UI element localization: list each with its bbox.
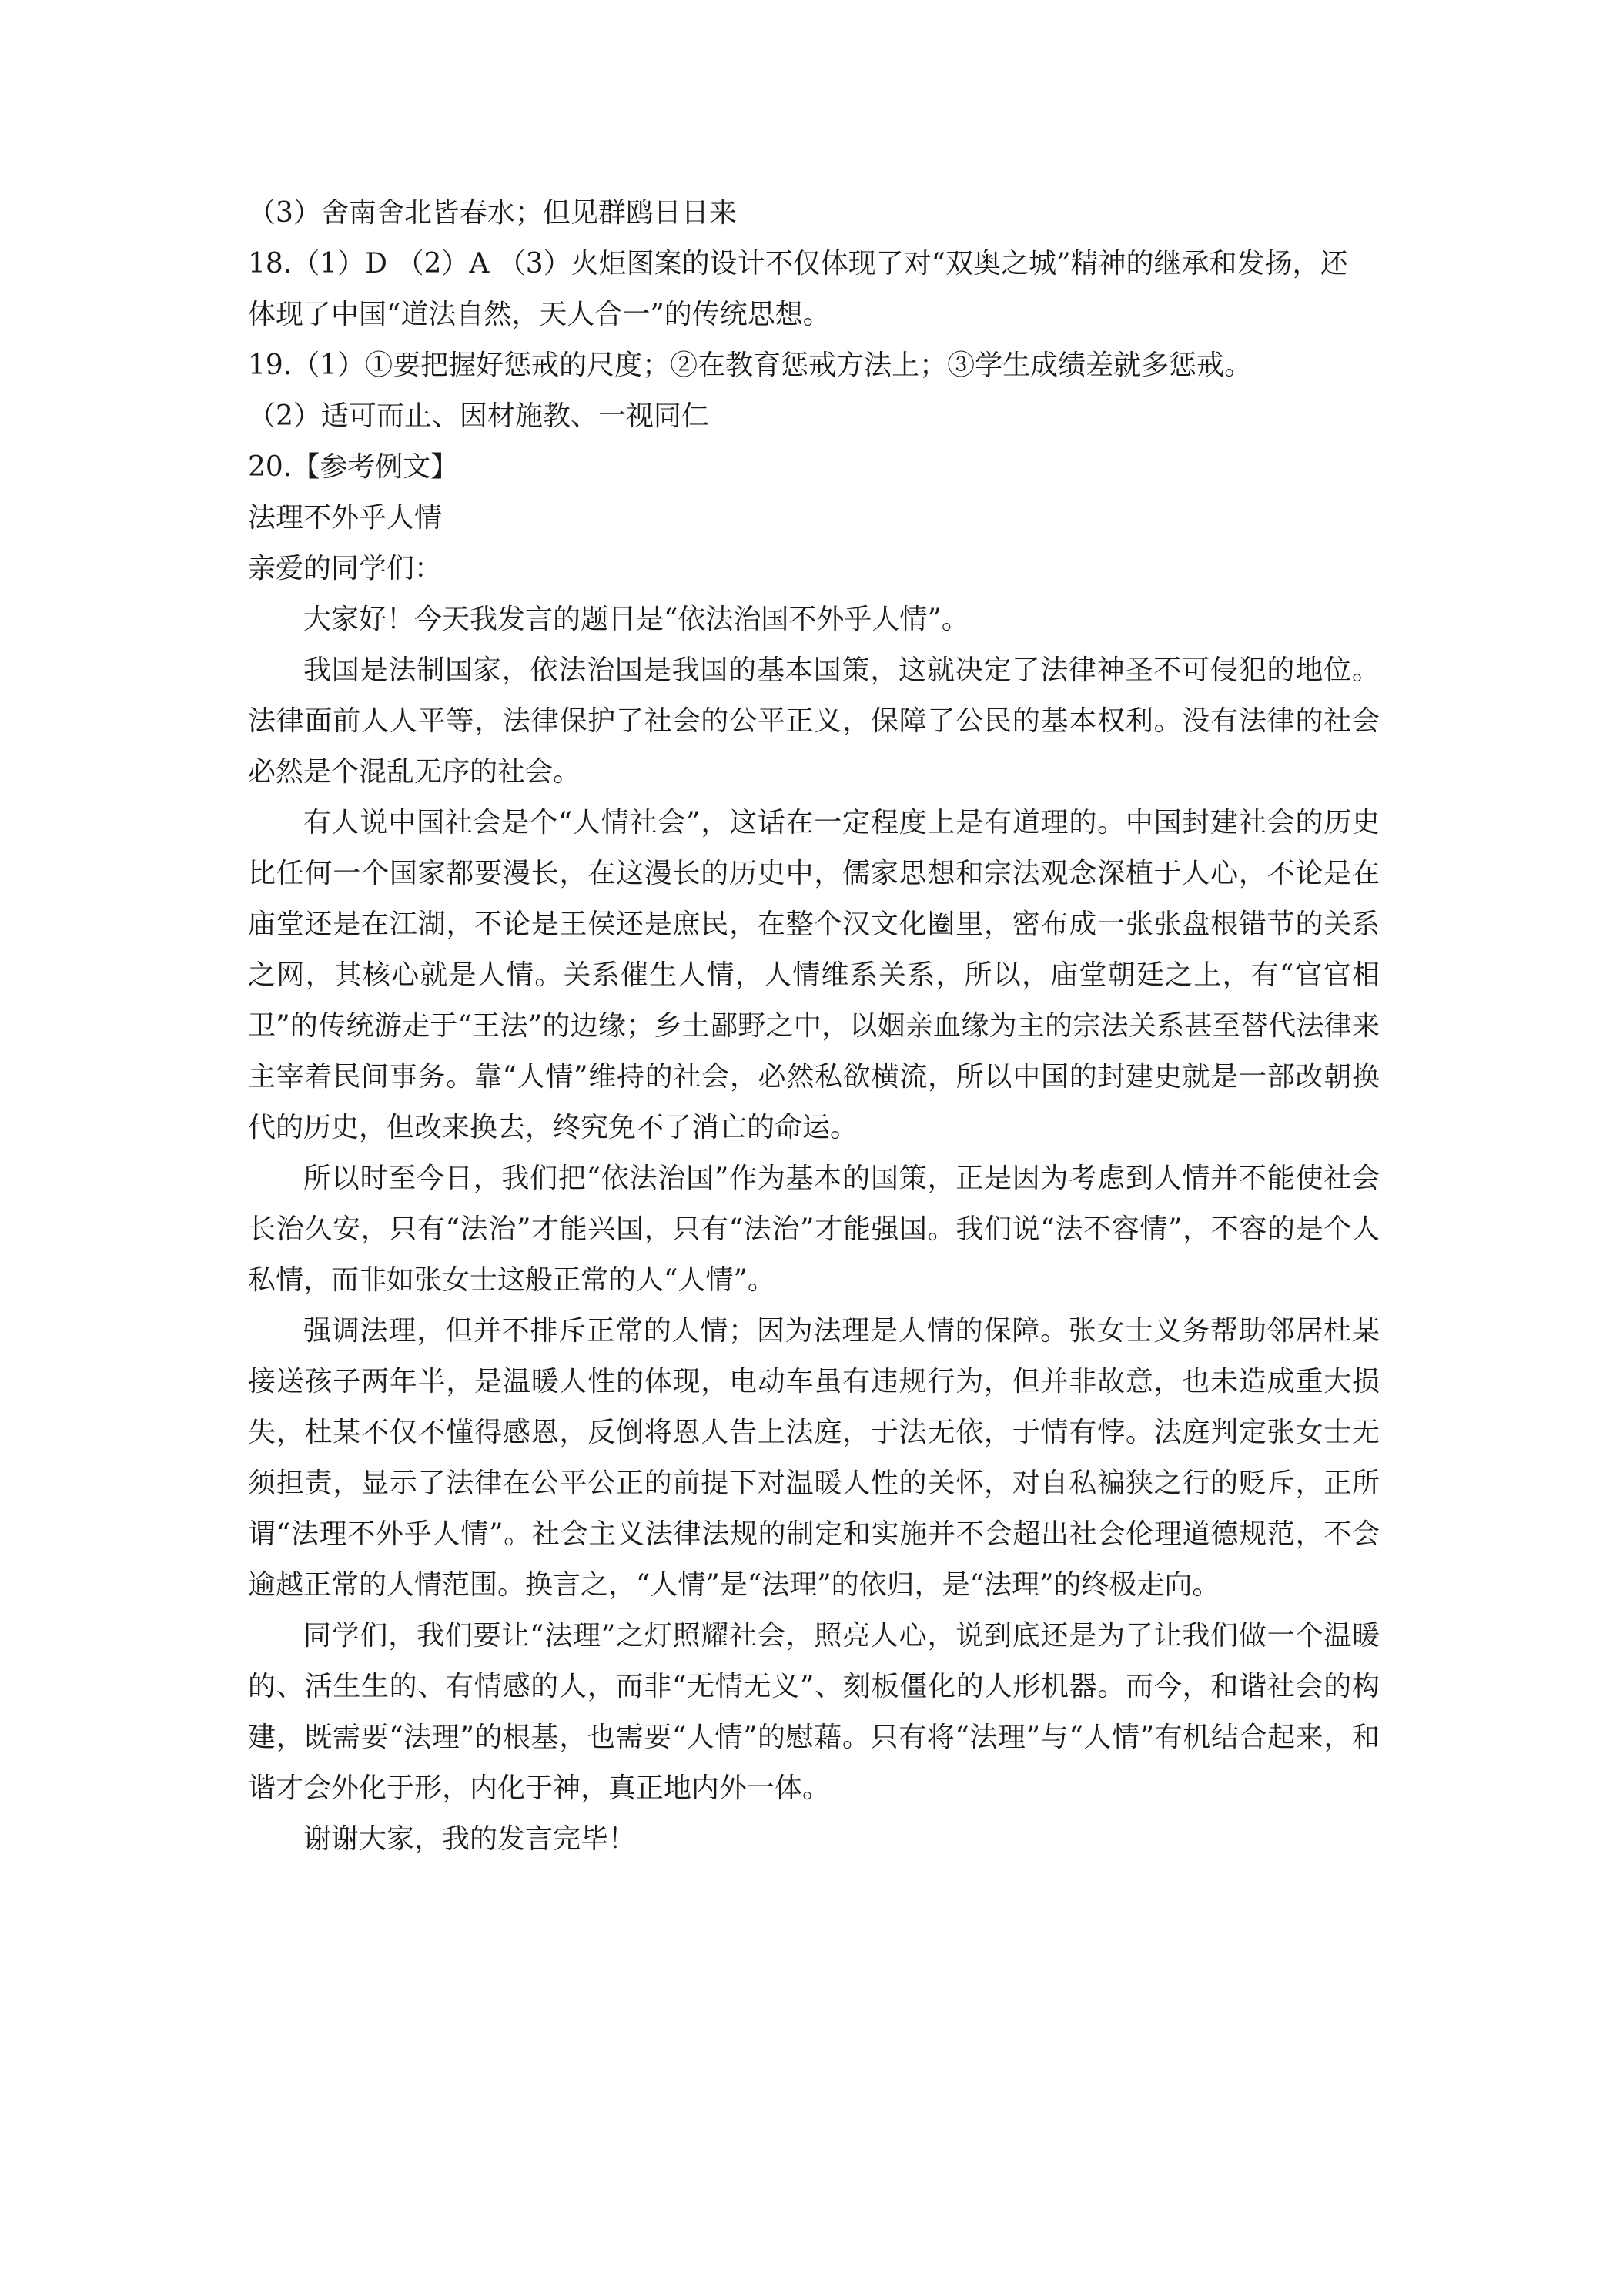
answer-q18-line2: 体现了中国“道法自然，天人合一”的传统思想。 [248,299,831,330]
essay-paragraph: 所以时至今日，我们把“依法治国”作为基本的国策，正是因为考虑到人情并不能使社会长治久安，只有“法治”才能兴国，只有“法治”才能强国。我们说“法不容情”，不容的是个人私情，而非如张女士这般正常的人“人情”。 [248,1163,1380,1296]
essay-title: 法理不外乎人情 [248,502,443,534]
answer-q18-line1: 18.（1）D （2）A （3）火炬图案的设计不仅体现了对“双奥之城”精神的继承和发扬，还 [248,248,1348,279]
essay-closing: 谢谢大家，我的发言完毕！ [303,1823,637,1855]
answer-q17-3: （3）舍南舍北皆春水；但见群鸥日日来 [248,197,737,229]
answer-q19-line1: 19.（1）①要把握好惩戒的尺度；②在教育惩戒方法上；③学生成绩差就多惩戒。 [248,350,1253,381]
document-content [248,188,1380,1865]
essay-paragraph: 我国是法制国家，依法治国是我国的基本国策，这就决定了法律神圣不可侵犯的地位。法律面前人人平等，法律保护了社会的公平正义，保障了公民的基本权利。没有法律的社会必然是个混乱无序的社会。 [248,654,1380,788]
essay-paragraph: 有人说中国社会是个“人情社会”，这话在一定程度上是有道理的。中国封建社会的历史比任何一个国家都要漫长，在这漫长的历史中，儒家思想和宗法观念深植于人心，不论是在庙堂还是在江湖，不论是王侯还是庶民，在整个汉文化圈里，密布成一张张盘根错节的关系之网，其核心就是人情。关系催生人情，人情维系关系，所以，庙堂朝廷之上，有“官官相卫”的传统游走于“王法”的边缘；乡土鄙野之中，以姻亲血缘为主的宗法关系甚至替代法律来主宰着民间事务。靠“人情”维持的社会，必然私欲横流，所以中国的封建史就是一部改朝换代的历史，但改来换去，终究免不了消亡的命运。 [248,807,1380,1143]
essay-paragraph: 大家好！今天我发言的题目是“依法治国不外乎人情”。 [303,604,969,635]
essay-salutation: 亲爱的同学们： [248,553,443,584]
answer-q19-line2: （2）适可而止、因材施教、一视同仁 [248,400,709,432]
essay-paragraph: 强调法理，但并不排斥正常的人情；因为法理是人情的保障。张女士义务帮助邻居杜某接送孩子两年半，是温暖人性的体现，电动车虽有违规行为，但并非故意，也未造成重大损失，杜某不仅不懂得感恩，反倒将恩人告上法庭，于法无依，于情有悖。法庭判定张女士无须担责，显示了法律在公平公正的前提下对温暖人性的关怀，对自私褊狭之行的贬斥，正所谓“法理不外乎人情”。社会主义法律法规的制定和实施并不会超出社会伦理道德规范，不会逾越正常的人情范围。换言之，“人情”是“法理”的依归，是“法理”的终极走向。 [248,1315,1380,1601]
answer-q20-heading: 20.【参考例文】 [248,451,459,483]
essay-paragraph: 同学们，我们要让“法理”之灯照耀社会，照亮人心，说到底还是为了让我们做一个温暖的、活生生的、有情感的人，而非“无情无义”、刻板僵化的人形机器。而今，和谐社会的构建，既需要“法理”的根基，也需要“人情”的慰藉。只有将“法理”与“人情”有机结合起来，和谐才会外化于形，内化于神，真正地内外一体。 [248,1620,1380,1804]
